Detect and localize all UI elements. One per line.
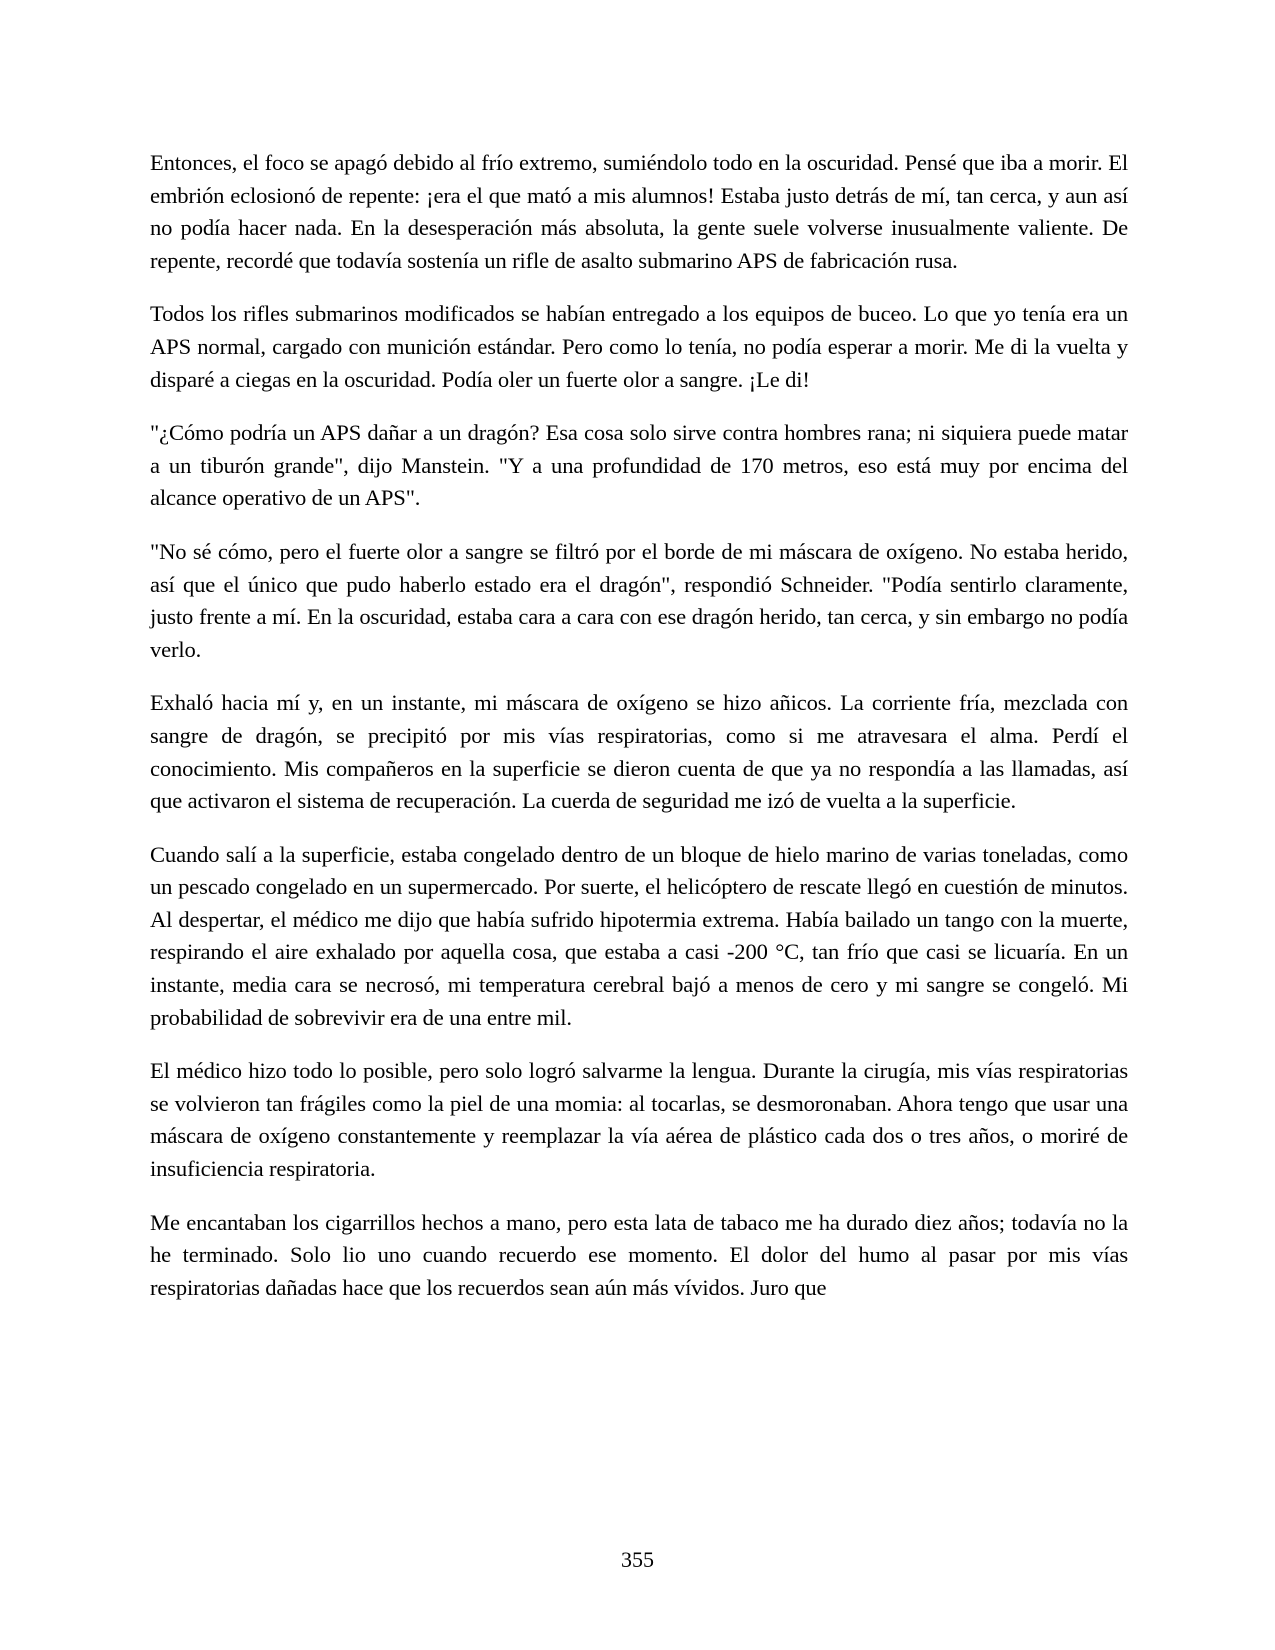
body-text [150,147,1128,1325]
paragraph-6: Cuando salí a la superficie, estaba congelado dentro de un bloque de hielo marino de varias toneladas, como un pescado congelado en un supermercado. Por suerte, el helicóptero de rescate llegó en cuestión de minutos. Al despertar, el médico me dijo que había sufrido hipotermia extrema. Había bailado un tango con la muerte, respirando el aire exhalado por aquella cosa, que estaba a casi -200 °C, tan frío que casi se licuaría. En un instante, media cara se necrosó, mi temperatura cerebral bajó a menos de cero y mi sangre se congeló. Mi probabilidad de sobrevivir era de una entre mil. [150,841,1128,1030]
paragraph-3: "¿Cómo podría un APS dañar a un dragón? Esa cosa solo sirve contra hombres rana; ni siquiera puede matar a un tiburón grande", dijo Manstein. "Y a una profundidad de 170 metros, eso está muy por encima del alcance operativo de un APS". [150,420,1128,511]
paragraph-1: Entonces, el foco se apagó debido al frío extremo, sumiéndolo todo en la oscuridad. Pensé que iba a morir. El embrión eclosionó de repente: ¡era el que mató a mis alumnos! Estaba justo detrás de mí, tan cerca, y aun así no podía hacer nada. En la desesperación más absoluta, la gente suele volverse inusualmente valiente. De repente, recordé que todavía sostenía un rifle de asalto submarino APS de fabricación rusa. [150,150,1128,273]
paragraph-8: Me encantaban los cigarrillos hechos a mano, pero esta lata de tabaco me ha durado diez años; todavía no la he terminado. Solo lio uno cuando recuerdo ese momento. El dolor del humo al pasar por mis vías respiratorias dañadas hace que los recuerdos sean aún más vívidos. Juro que [150,1209,1128,1300]
paragraph-7: El médico hizo todo lo posible, pero solo logró salvarme la lengua. Durante la cirugía, mis vías respiratorias se volvieron tan frágiles como la piel de una momia: al tocarlas, se desmoronaban. Ahora tengo que usar una máscara de oxígeno constantemente y reemplazar la vía aérea de plástico cada dos o tres años, o moriré de insuficiencia respiratoria. [150,1058,1128,1182]
paragraph-4: "No sé cómo, pero el fuerte olor a sangre se filtró por el borde de mi máscara de oxígeno. No estaba herido, así que el único que pudo haberlo estado era el dragón", respondió Schneider. "Podía sentirlo claramente, justo frente a mí. En la oscuridad, estaba cara a cara con ese dragón herido, tan cerca, y sin embargo no podía verlo. [150,538,1128,662]
page-number: 355 [621,1547,654,1572]
paragraph-5: Exhaló hacia mí y, en un instante, mi máscara de oxígeno se hizo añicos. La corriente fría, mezclada con sangre de dragón, se precipitó por mis vías respiratorias, como si me atravesara el alma. Perdí el conocimiento. Mis compañeros en la superficie se dieron cuenta de que ya no respondía a las llamadas, así que activaron el sistema de recuperación. La cuerda de seguridad me izó de vuelta a la superficie. [150,690,1128,814]
paragraph-2: Todos los rifles submarinos modificados se habían entregado a los equipos de buceo. Lo que yo tenía era un APS normal, cargado con munición estándar. Pero como lo tenía, no podía esperar a morir. Me di la vuelta y disparé a ciegas en la oscuridad. Podía oler un fuerte olor a sangre. ¡Le di! [150,301,1128,392]
